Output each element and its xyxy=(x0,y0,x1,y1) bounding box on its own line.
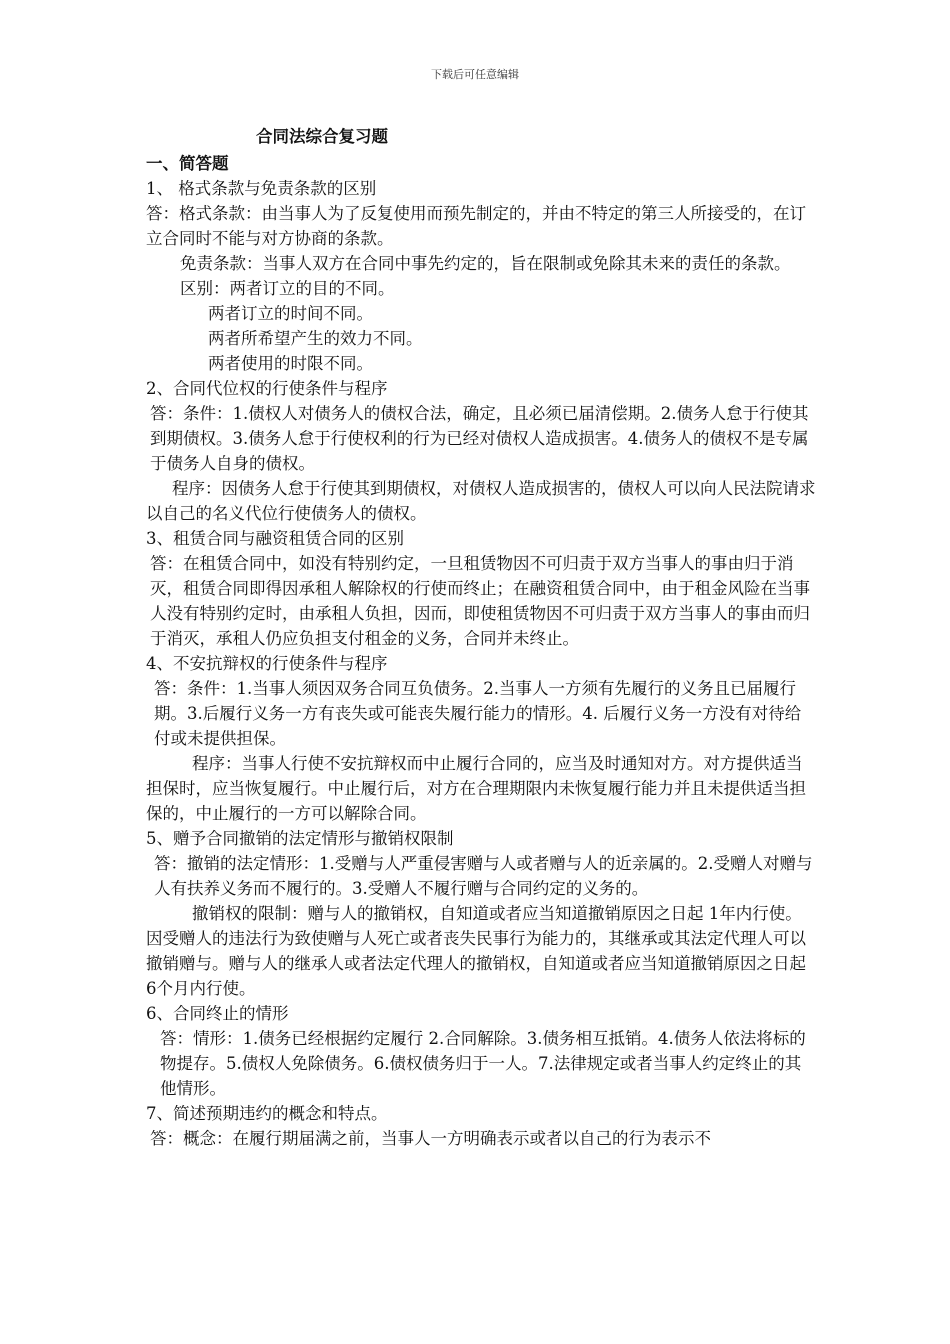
answer-2-procedure: 程序：因债务人怠于行使其到期债权，对债权人造成损害的，债权人可以向人民法院请求以自己的名义代位行使债务人的债权。 xyxy=(146,479,816,523)
section-heading: 一、简答题 xyxy=(146,154,229,173)
answer-3: 答：在租赁合同中，如没有特别约定，一旦租赁物因不可归责于双方当事人的事由归于消灭，租赁合同即得因承租人解除权的行使而终止；在融资租赁合同中，由于租金风险在当事人没有特别约定时，由承租人负担，因而，即使租赁物因不可归责于双方当事人的事由而归于消灭，承租人仍应负担支付租金的义务，合同并未终止。 xyxy=(150,554,810,648)
answer-6: 答：情形：1.债务已经根据约定履行 2.合同解除。3.债务相互抵销。4.债务人依法将标的物提存。5.债权人免除债务。6.债权债务归于一人。7.法律规定或者当事人约定终止的其他情形。 xyxy=(160,1029,806,1098)
answer-2-conditions: 答：条件：1.债权人对债务人的债权合法，确定，且必须已届清偿期。2.债务人怠于行使其到期债权。3.债务人怠于行使权利的行为已经对债权人造成损害。4.债务人的债权不是专属于债务人自身的债权。 xyxy=(150,404,809,473)
page-header: 下载后可任意编辑 xyxy=(431,68,519,81)
answer-4-procedure: 程序：当事人行使不安抗辩权而中止履行合同的，应当及时通知对方。对方提供适当担保时，应当恢复履行。中止履行后，对方在合理期限内未恢复履行能力并且未提供适当担保的，中止履行的一方可以解除合同。 xyxy=(146,754,806,823)
question-2: 2、合同代位权的行使条件与程序 xyxy=(146,379,388,398)
answer-1-exemption-clause: 免责条款：当事人双方在合同中事先约定的，旨在限制或免除其未来的责任的条款。 xyxy=(180,254,791,273)
document-title: 合同法综合复习题 xyxy=(256,127,388,146)
question-7: 7、简述预期违约的概念和特点。 xyxy=(146,1104,388,1123)
answer-1-difference-item: 两者使用的时限不同。 xyxy=(208,354,373,373)
answer-1-difference-item: 两者所希望产生的效力不同。 xyxy=(208,329,423,348)
answer-5-limits: 撤销权的限制：赠与人的撤销权，自知道或者应当知道撤销原因之日起 1年内行使。因受赠人的违法行为致使赠与人死亡或者丧失民事行为能力的，其继承或其法定代理人可以撤销赠与。赠与人的继承人或者法定代理人的撤销权，自知道或者应当知道撤销原因之日起6个月内行使。 xyxy=(146,904,806,998)
document-body xyxy=(146,124,816,1151)
question-1: 1、 格式条款与免责条款的区别 xyxy=(146,179,377,198)
question-3: 3、租赁合同与融资租赁合同的区别 xyxy=(146,529,404,548)
answer-1-difference: 区别：两者订立的目的不同。 xyxy=(180,279,395,298)
question-6: 6、合同终止的情形 xyxy=(146,1004,289,1023)
answer-1-format-clause: 答：格式条款：由当事人为了反复使用而预先制定的，并由不特定的第三人所接受的，在订立合同时不能与对方协商的条款。 xyxy=(146,204,806,248)
answer-4-conditions: 答：条件：1.当事人须因双务合同互负债务。2.当事人一方须有先履行的义务且已届履行期。3.后履行义务一方有丧失或可能丧失履行能力的情形。4. 后履行义务一方没有对待给付或未提供担保。 xyxy=(154,679,802,748)
answer-5-situations: 答：撤销的法定情形：1.受赠与人严重侵害赠与人或者赠与人的近亲属的。2.受赠人对赠与人有扶养义务而不履行的。3.受赠人不履行赠与合同约定的义务的。 xyxy=(154,854,813,898)
question-4: 4、不安抗辩权的行使条件与程序 xyxy=(146,654,388,673)
question-5: 5、赠予合同撤销的法定情形与撤销权限制 xyxy=(146,829,454,848)
answer-7: 答：概念：在履行期届满之前，当事人一方明确表示或者以自己的行为表示不 xyxy=(150,1129,711,1148)
answer-1-difference-item: 两者订立的时间不同。 xyxy=(208,304,373,323)
